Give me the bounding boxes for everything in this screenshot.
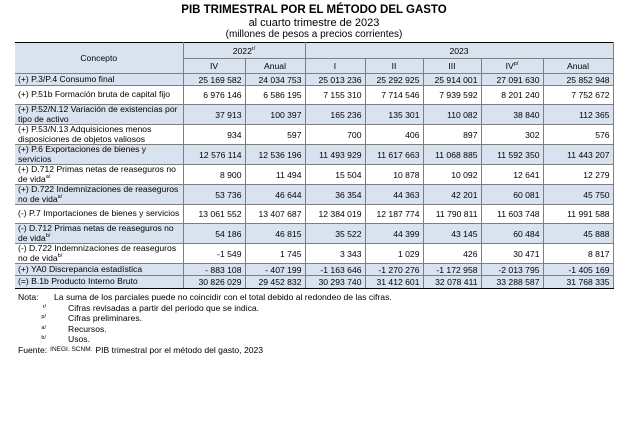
table-cell: 10 092 [423, 165, 481, 185]
gdp-table [15, 42, 614, 289]
table-cell: 112 365 [543, 105, 613, 125]
table-cell: 11 790 811 [423, 205, 481, 224]
table-cell: 46 644 [245, 185, 305, 205]
row-label: (+) P.53/N.13 Adquisiciones menos disposiciones de objetos valiosos [15, 125, 183, 145]
table-cell: 7 752 672 [543, 86, 613, 105]
total-cell: 33 288 587 [481, 276, 543, 289]
footnote-text: Cifras preliminares. [68, 313, 143, 323]
table-cell: 12 187 774 [365, 205, 423, 224]
table-cell: 8 900 [183, 165, 245, 185]
source-row [18, 345, 628, 356]
table-cell: 46 815 [245, 224, 305, 244]
concept-header: Concepto [15, 43, 183, 74]
table-cell: 44 399 [365, 224, 423, 244]
table-cell: - 883 108 [183, 264, 245, 276]
table-cell: 45 888 [543, 224, 613, 244]
units-caption: (millones de pesos a precios corrientes) [225, 29, 403, 40]
year-2023-header: 2023 [305, 43, 613, 59]
total-row [15, 276, 613, 289]
table-cell: 12 384 019 [305, 205, 365, 224]
table-cell: 45 750 [543, 185, 613, 205]
table-cell: 43 145 [423, 224, 481, 244]
footnote-item [18, 313, 628, 324]
table-cell: 30 471 [481, 244, 543, 264]
table-row [15, 224, 613, 244]
table-cell: 12 641 [481, 165, 543, 185]
note-label: Nota: [18, 292, 39, 302]
col-header: III [423, 59, 481, 74]
table-cell: 897 [423, 125, 481, 145]
table-cell: 7 714 546 [365, 86, 423, 105]
total-cell: 30 826 029 [183, 276, 245, 289]
table-cell: 11 592 350 [481, 145, 543, 165]
table-cell: -2 013 795 [481, 264, 543, 276]
table-cell: 12 576 114 [183, 145, 245, 165]
table-cell: 11 068 885 [423, 145, 481, 165]
row-label: (+) D.712 Primas netas de reaseguros no de vida$^{a/}$ [15, 165, 183, 185]
table-cell: 700 [305, 125, 365, 145]
note-row [18, 292, 628, 303]
table-cell: 7 939 592 [423, 86, 481, 105]
table-cell: 11 991 588 [543, 205, 613, 224]
table-row [15, 86, 613, 105]
table-cell: 934 [183, 125, 245, 145]
table-cell: 44 363 [365, 185, 423, 205]
table-cell: 42 201 [423, 185, 481, 205]
table-cell: 13 407 687 [245, 205, 305, 224]
row-label: (+) P.3/P.4 Consumo final [15, 74, 183, 86]
table-row [15, 165, 613, 185]
col-header: Anual [543, 59, 613, 74]
year-2022-header: $2022^{r/}$ [183, 43, 305, 59]
table-cell: 7 155 310 [305, 86, 365, 105]
row-label: (-) P.7 Importaciones de bienes y servicios [15, 205, 183, 224]
table-cell: -1 549 [183, 244, 245, 264]
table-cell: 25 914 001 [423, 74, 481, 86]
table-cell: 11 603 748 [481, 205, 543, 224]
page [0, 4, 628, 433]
table-cell: -1 405 169 [543, 264, 613, 276]
table-cell: 576 [543, 125, 613, 145]
table-cell: 27 091 630 [481, 74, 543, 86]
table-cell: 11 443 207 [543, 145, 613, 165]
table-cell: 100 397 [245, 105, 305, 125]
footnote-symbol: r/ [42, 303, 46, 310]
table-cell: 1 029 [365, 244, 423, 264]
total-cell: 30 293 740 [305, 276, 365, 289]
table-cell: 165 236 [305, 105, 365, 125]
table-cell: 25 852 948 [543, 74, 613, 86]
table-cell: 6 976 146 [183, 86, 245, 105]
table-cell: 25 013 236 [305, 74, 365, 86]
table-cell: 35 522 [305, 224, 365, 244]
table-row [15, 74, 613, 86]
total-cell: 32 078 411 [423, 276, 481, 289]
table-cell: 13 061 552 [183, 205, 245, 224]
table-cell: 135 301 [365, 105, 423, 125]
total-label: (=) B.1b Producto Interno Bruto [15, 276, 183, 289]
col-header: IV [183, 59, 245, 74]
table-cell: 11 617 663 [365, 145, 423, 165]
table-cell: 8 817 [543, 244, 613, 264]
table-cell: -1 163 646 [305, 264, 365, 276]
table-cell: 426 [423, 244, 481, 264]
table-row [15, 205, 613, 224]
page-subtitle: al cuarto trimestre de 2023 [248, 17, 380, 29]
table-cell: 24 034 753 [245, 74, 305, 86]
footnote-item [18, 334, 628, 345]
table-row [15, 264, 613, 276]
table-cell: 12 536 196 [245, 145, 305, 165]
table-cell: 302 [481, 125, 543, 145]
table-cell: 36 354 [305, 185, 365, 205]
table-cell: 54 186 [183, 224, 245, 244]
footnote-symbol: a/ [41, 324, 46, 331]
source-label: Fuente: [18, 344, 48, 355]
note-text: La suma de los parciales puede no coincidir con el total debido al redondeo de las cifras. [54, 292, 392, 302]
table-cell: 110 082 [423, 105, 481, 125]
total-cell: 31 768 335 [543, 276, 613, 289]
table-cell: 15 504 [305, 165, 365, 185]
footnote-item [18, 324, 628, 335]
table-cell: -1 270 276 [365, 264, 423, 276]
table-cell: 25 169 582 [183, 74, 245, 86]
table-body [15, 74, 613, 289]
footnote-text: Recursos. [68, 323, 107, 334]
table-cell: 60 081 [481, 185, 543, 205]
col-header: II [365, 59, 423, 74]
table-cell: 8 201 240 [481, 86, 543, 105]
table-cell: 37 913 [183, 105, 245, 125]
table-cell: 11 493 929 [305, 145, 365, 165]
table-row [15, 105, 613, 125]
row-label: (-) D.712 Primas netas de reaseguros no de vida$^{b/}$ [15, 224, 183, 244]
table-cell: -1 172 958 [423, 264, 481, 276]
col-header: $IV^{p/}$ [481, 59, 543, 74]
total-cell: 31 412 601 [365, 276, 423, 289]
footnote-item [18, 303, 628, 314]
table-cell: 597 [245, 125, 305, 145]
table-row [15, 244, 613, 264]
row-label: (+) YA0 Discrepancia estadística [15, 264, 183, 276]
footnote-symbol: p/ [41, 314, 46, 320]
table-cell: 38 840 [481, 105, 543, 125]
table-cell: 3 343 [305, 244, 365, 264]
table-row [15, 185, 613, 205]
row-label: (+) P.52/N.12 Variación de existencias por tipo de activo [15, 105, 183, 125]
table-cell: 406 [365, 125, 423, 145]
table-cell: 60 484 [481, 224, 543, 244]
table-cell: 53 736 [183, 185, 245, 205]
table-cell: 1 745 [245, 244, 305, 264]
table-cell: 25 292 925 [365, 74, 423, 86]
footnote-text: Cifras revisadas a partir del periodo que se indica. [68, 302, 260, 313]
col-header: I [305, 59, 365, 74]
footnotes [18, 292, 628, 355]
table-cell: 6 586 195 [245, 86, 305, 105]
table-cell: 10 878 [365, 165, 423, 185]
total-cell: 29 452 832 [245, 276, 305, 289]
footnote-symbol: b/ [41, 335, 46, 341]
source-org: INEGI. SCNM. [50, 345, 93, 353]
row-label: (+) P.6 Exportaciones de bienes y servicios [15, 145, 183, 165]
table-cell: 12 279 [543, 165, 613, 185]
row-label: (+) D.722 Indemnizaciones de reaseguros no de vida$^{a/}$ [15, 185, 183, 205]
table-cell: - 407 199 [245, 264, 305, 276]
col-header: Anual [245, 59, 305, 74]
table-cell: 11 494 [245, 165, 305, 185]
row-label: (+) P.51b Formación bruta de capital fijo [15, 86, 183, 105]
table-row [15, 145, 613, 165]
footnote-text: Usos. [68, 334, 90, 344]
source-text: PIB trimestral por el método del gasto, 2023 [95, 344, 264, 355]
page-title: PIB TRIMESTRAL POR EL MÉTODO DEL GASTO [181, 4, 447, 16]
table-row [15, 125, 613, 145]
row-label: (-) D.722 Indemnizaciones de reaseguros no de vida$^{b/}$ [15, 244, 183, 264]
